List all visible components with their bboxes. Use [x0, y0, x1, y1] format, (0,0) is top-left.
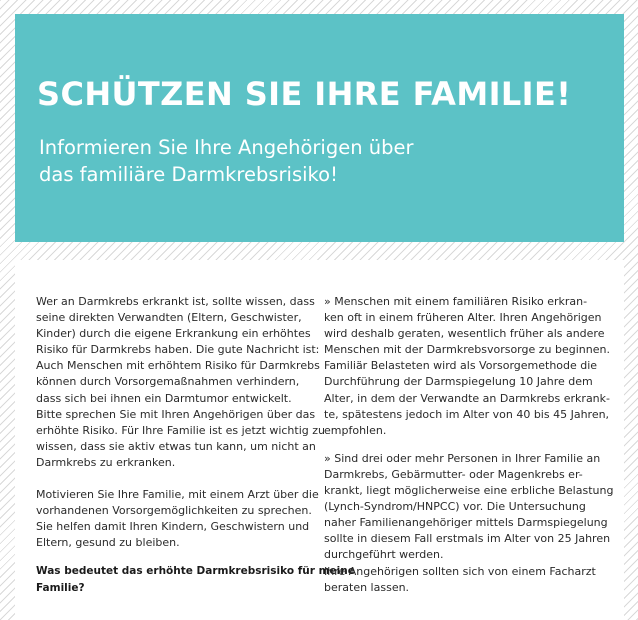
text-line: sollte in diesem Fall erstmals im Alter von 25 Jahren [324, 532, 611, 546]
text-line: Alter, in dem der Verwandte an Darmkrebs erkrank- [324, 391, 610, 405]
text-line: durchgeführt werden. [324, 548, 444, 562]
text-line: beraten lassen. [324, 580, 410, 594]
text-line: empfohlen. [324, 423, 387, 437]
subtitle-line: das familiäre Darmkrebsrisiko! [39, 163, 338, 186]
header-banner [15, 14, 624, 242]
text-line: » Sind drei oder mehr Personen in Ihrer Familie an [324, 451, 601, 465]
text-line: Durchführung der Darmspiegelung 10 Jahre dem [324, 375, 593, 389]
text-line: ken oft in einem früheren Alter. Ihren Angehörigen [324, 311, 602, 325]
text-line: Bitte sprechen Sie mit Ihren Angehörigen über das [36, 407, 316, 421]
text-line: seine direkten Verwandten (Eltern, Geschwister, [36, 311, 302, 325]
text-line: Menschen mit der Darmkrebsvorsorge zu beginnen. [324, 343, 610, 357]
right-column [324, 294, 614, 596]
page-subtitle [39, 134, 414, 188]
motivation-paragraph [36, 487, 319, 551]
text-line: Darmkrebs, Gebärmutter- oder Magenkrebs er- [324, 467, 583, 481]
early-screening-paragraph [324, 294, 614, 439]
text-line: Kinder) durch die eigene Erkrankung ein erhöhtes [36, 327, 311, 341]
text-line: Was bedeutet das erhöhte Darmkrebsrisiko für meine [36, 565, 355, 578]
text-line: können durch Vorsorgemaßnahmen verhindern, [36, 375, 300, 389]
text-line: erhöhte Risiko. Für Ihre Familie ist es jetzt wichtig zu [36, 423, 326, 437]
text-line: Familie? [36, 581, 85, 594]
text-line: » Menschen mit einem familiären Risiko erkran- [324, 295, 588, 308]
text-line: Ihre Angehörigen sollten sich von einem Facharzt [324, 564, 596, 578]
content-area [15, 260, 624, 620]
text-line: naher Familienangehöriger mittels Darmspiegelung [324, 516, 608, 530]
text-line: Familiär Belasteten wird als Vorsorgemethode die [324, 359, 598, 373]
text-line: Auch Menschen mit erhöhtem Risiko für Darmkrebs [36, 359, 320, 373]
intro-paragraph [36, 294, 326, 471]
page-title: SCHÜTZEN SIE IHRE FAMILIE! [37, 75, 572, 113]
subtitle-line: Informieren Sie Ihre Angehörigen über [39, 136, 414, 159]
section-question-heading [36, 563, 355, 595]
text-line: Darmkrebs zu erkranken. [36, 455, 176, 469]
text-line: krankt, liegt möglicherweise eine erbliche Belastung [324, 484, 614, 498]
text-line: Risiko für Darmkrebs haben. Die gute Nachricht ist: [36, 343, 320, 357]
text-line: Wer an Darmkrebs erkrankt ist, sollte wissen, dass [36, 295, 315, 308]
left-column [36, 294, 355, 596]
text-line: wird deshalb geraten, wesentlich früher als andere [324, 327, 605, 341]
text-line: (Lynch-Syndrom/HNPCC) vor. Die Untersuchung [324, 500, 586, 514]
text-line: Eltern, gesund zu bleiben. [36, 536, 180, 550]
hereditary-risk-paragraph [324, 451, 614, 596]
text-line: Sie helfen damit Ihren Kindern, Geschwistern und [36, 520, 310, 534]
text-line: vorhandenen Vorsorgemöglichkeiten zu sprechen. [36, 504, 312, 518]
text-line: dass sich bei ihnen ein Darmtumor entwickelt. [36, 391, 292, 405]
text-line: te, spätestens jedoch im Alter von 40 bis 45 Jahren, [324, 407, 610, 421]
text-line: wissen, dass sie aktiv etwas tun kann, um nicht an [36, 439, 316, 453]
text-line: Motivieren Sie Ihre Familie, mit einem Arzt über die [36, 488, 319, 502]
